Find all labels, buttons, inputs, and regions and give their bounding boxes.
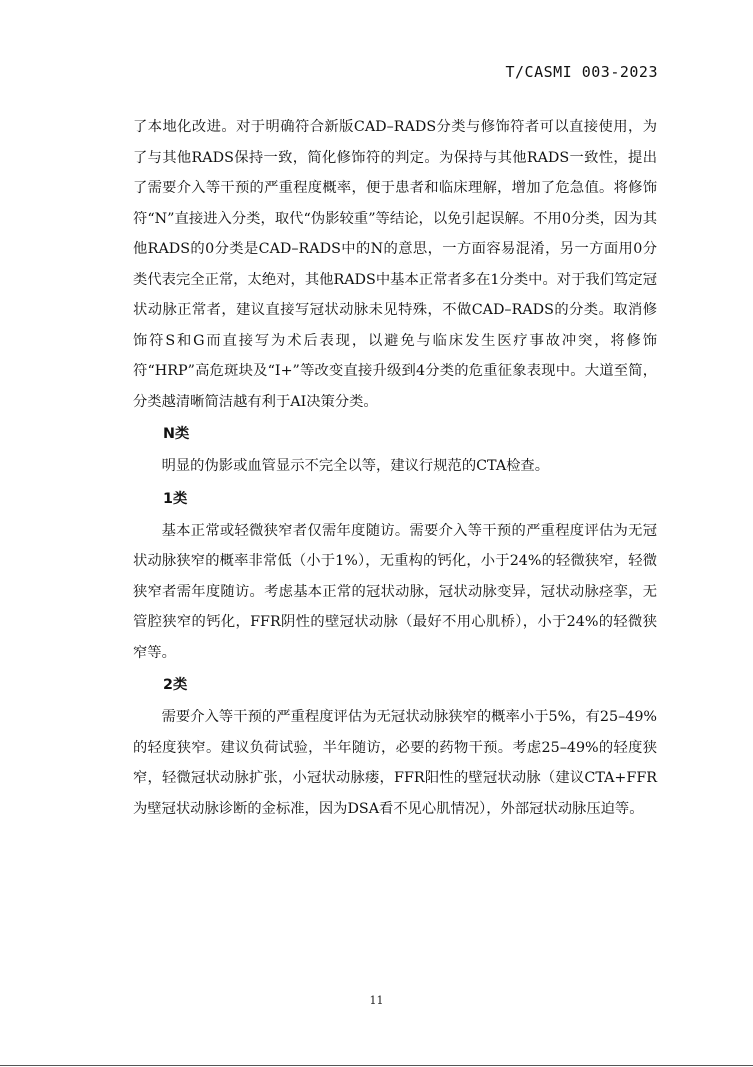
page-body: [133, 112, 657, 824]
intro-paragraph: 了本地化改进。对于明确符合新版CAD–RADS分类与修饰符者可以直接使用，为了与其他RADS保持一致，简化修饰符的判定。为保持与其他RADS一致性，提出了需要介入等干预的严重程度概率，便于患者和临床理解，增加了危急值。将修饰符“N”直接进入分类，取代“伪影较重”等结论，以免引起误解。不用0分类，因为其他RADS的0分类是CAD–RADS中的N的意思，一方面容易混淆，另一方面用0分类代表完全正常，太绝对，其他RADS中基本正常者多在1分类中。对于我们笃定冠状动脉正常者，建议直接写冠状动脉未见特殊，不做CAD–RADS的分类。取消修饰符S和G而直接写为术后表现，以避免与临床发生医疗事故冲突，将修饰符“HRP”高危斑块及“I+”等改变直接升级到4分类的危重征象表现中。大道至简，分类越清晰简洁越有利于AI决策分类。: [133, 119, 657, 410]
section-paragraph-2: 需要介入等干预的严重程度评估为无冠状动脉狭窄的概率小于5%，有25–49%的轻度狭窄。建议负荷试验，半年随访，必要的药物干预。考虑25–49%的轻度狭窄，轻微冠状动脉扩张，小冠状动脉瘘，FFR阳性的壁冠状动脉（建议CTA+FFR为壁冠状动脉诊断的金标准，因为DSA看不见心肌情况），外部冠状动脉压迫等。: [133, 709, 657, 817]
section-heading-2: 2类: [163, 677, 188, 693]
section-heading-n: N类: [163, 426, 190, 442]
section-heading-1: 1类: [163, 490, 188, 507]
section-paragraph-1: 基本正常或轻微狭窄者仅需年度随访。需要介入等干预的严重程度评估为无冠状动脉狭窄的概率非常低（小于1%），无重构的钙化，小于24%的轻微狭窄，轻微狭窄者需年度随访。考虑基本正常的冠状动脉，冠状动脉变异，冠状动脉痉挛，无管腔狭窄的钙化，FFR阴性的壁冠状动脉（最好不用心肌桥），小于24%的轻微狭窄等。: [133, 522, 657, 661]
bottom-rule: [0, 1065, 753, 1066]
section-paragraph-n: 明显的伪影或血管显示不完全以等，建议行规范的CTA检查。: [161, 458, 550, 474]
standard-code: T/CASMI 003-2023: [505, 63, 658, 81]
page-number: 11: [369, 994, 384, 1007]
